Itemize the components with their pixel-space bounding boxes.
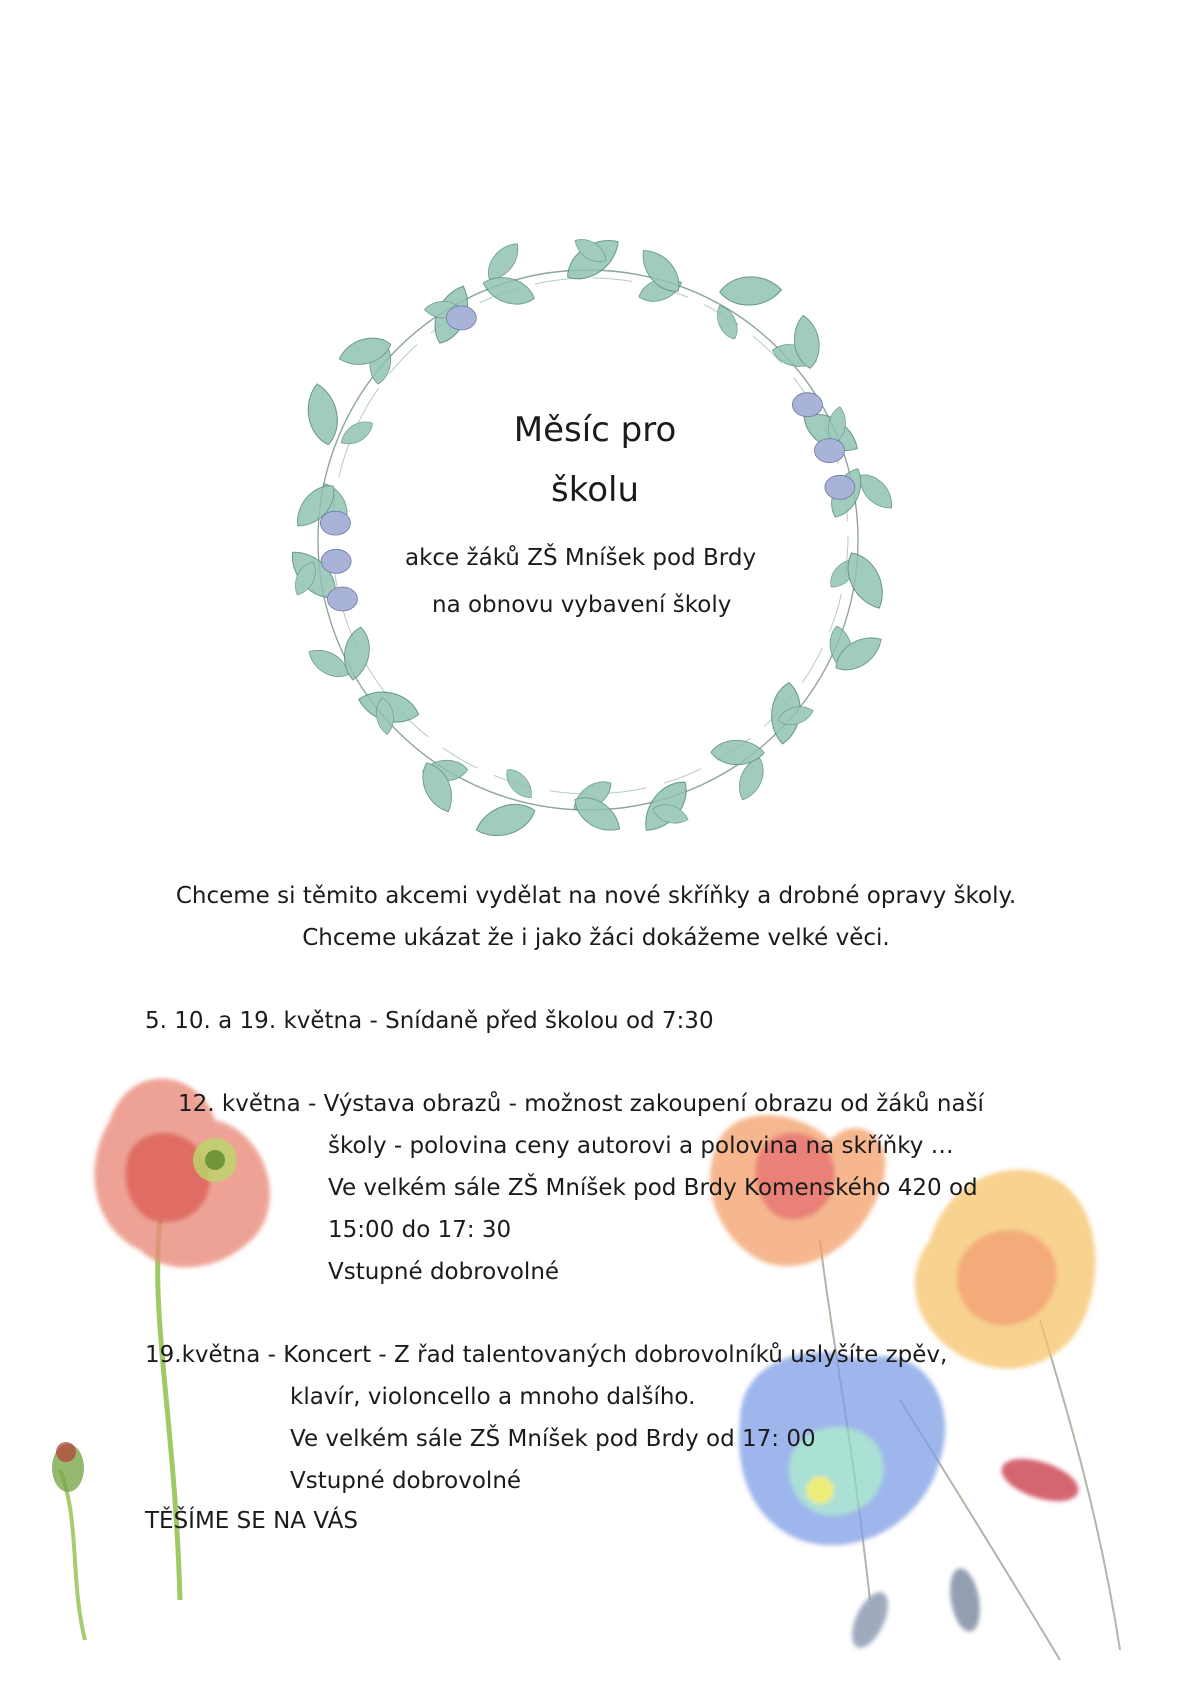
intro-line-2: Chceme ukázat že i jako žáci dokážeme velké věci. xyxy=(302,925,890,951)
leaf-wreath-icon xyxy=(282,230,899,843)
wreath-leaf xyxy=(337,416,377,450)
subtitle-line-2: na obnovu vybavení školy xyxy=(432,592,732,618)
wreath-bud xyxy=(320,511,350,535)
title-line-2: školu xyxy=(551,470,639,510)
event-concert-line: Vstupné dobrovolné xyxy=(290,1468,522,1494)
intro-line-1: Chceme si těmito akcemi vydělat na nové skříňky a drobné opravy školy. xyxy=(175,883,1017,909)
wreath-bud xyxy=(446,306,476,330)
page-title xyxy=(465,400,725,520)
event-exhibition-line: 12. května - Výstava obrazů - možnost zakoupení obrazu od žáků naší xyxy=(178,1091,984,1117)
wreath-bud xyxy=(792,393,822,417)
title-line-1: Měsíc pro xyxy=(513,410,677,450)
event-breakfast: 5. 10. a 19. května - Snídaně před školou od 7:30 xyxy=(145,1008,714,1034)
wreath-leaf xyxy=(303,381,342,447)
event-exhibition-line: 15:00 do 17: 30 xyxy=(328,1217,512,1243)
event-concert-line: Ve velkém sále ZŠ Mníšek pod Brdy od 17: 00 xyxy=(290,1426,816,1452)
wreath-bud xyxy=(815,439,845,463)
wreath-bud xyxy=(825,475,855,499)
closing-text: TĚŠÍME SE NA VÁS xyxy=(145,1508,358,1534)
event-concert-line: klavír, violoncello a mnoho dalšího. xyxy=(290,1384,696,1410)
event-concert-line: 19.května - Koncert - Z řad talentovaných dobrovolníků uslyšíte zpěv, xyxy=(145,1342,948,1368)
subtitle-line-1: akce žáků ZŠ Mníšek pod Brdy xyxy=(405,545,757,571)
wreath-bud xyxy=(327,587,357,611)
wreath-bud xyxy=(321,549,351,573)
event-exhibition-line: Ve velkém sále ZŠ Mníšek pod Brdy Komenského 420 od xyxy=(328,1175,978,1201)
event-exhibition-line: Vstupné dobrovolné xyxy=(328,1259,560,1285)
wreath-leaf xyxy=(719,276,782,306)
event-exhibition-line: školy - polovina ceny autorovi a polovina na skříňky … xyxy=(328,1133,954,1159)
